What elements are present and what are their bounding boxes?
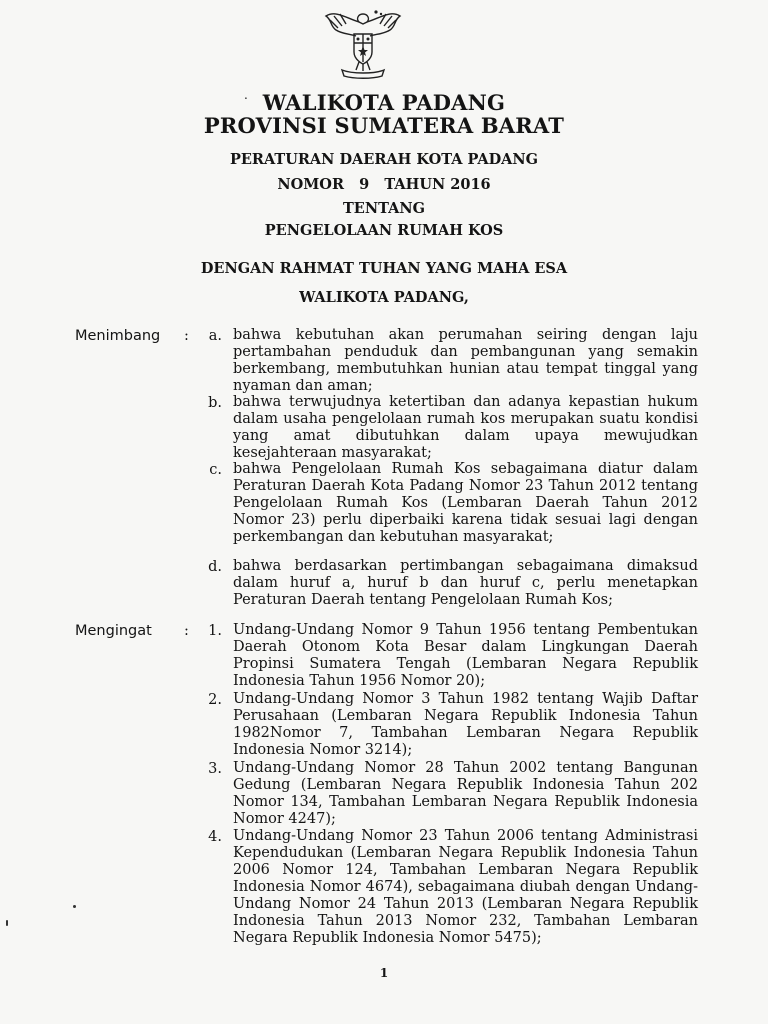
page-number: 1: [379, 966, 389, 980]
menimbang-item: bahwa Pengelolaan Rumah Kos sebagaimana diatur dalam Peraturan Daerah Kota Padang Nomor 23 Tahun 2012 tentang Pengelolaan Rumah Kos (Lembaran Daerah Tahun 2012 Nomor 23) perlu diperbaiki karena tidak sesuai lagi dengan perkembangan dan kebutuhan masyarakat;: [233, 461, 698, 545]
regulation-subject: PENGELOLAAN RUMAH KOS: [264, 222, 504, 239]
menimbang-item: bahwa terwujudnya ketertiban dan adanya kepastian hukum dalam usaha pengelolaan rumah kos merupakan suatu kondisi yang amat dibutuhkan dalam upaya mewujudkan kesejahteraan masyarakat;: [233, 394, 698, 461]
preamble: DENGAN RAHMAT TUHAN YANG MAHA ESA: [200, 260, 568, 277]
issuer-line: WALIKOTA PADANG,: [299, 289, 469, 306]
mengingat-label: Mengingat: [75, 623, 152, 639]
menimbang-item: bahwa kebutuhan akan perumahan seiring dengan laju pertambahan penduduk dan pembangunan yang semakin berkembang, membutuhkan hunian atau tempat tinggal yang nyaman dan aman;: [233, 327, 698, 394]
mengingat-marker: 3.: [208, 761, 222, 777]
menimbang-item: bahwa berdasarkan pertimbangan sebagaimana dimaksud dalam huruf a, huruf b dan huruf c, perlu menetapkan Peraturan Daerah tentang Pengelolaan Rumah Kos;: [233, 558, 698, 608]
issuer-title: WALIKOTA PADANG: [262, 90, 506, 115]
menimbang-marker: d.: [208, 559, 222, 575]
mengingat-colon: :: [184, 623, 189, 639]
garuda-emblem-icon: [318, 4, 408, 80]
mengingat-marker: 4.: [208, 829, 222, 845]
speck: .: [244, 88, 248, 102]
mengingat-item: Undang-Undang Nomor 23 Tahun 2006 tentang Administrasi Kependudukan (Lembaran Negara Republik Indonesia Tahun 2006 Nomor 124, Tambahan Lembaran Negara Republik Indonesia Nomor 4674), sebagaimana diubah dengan Undang-Undang Nomor 24 Tahun 2013 (Lembaran Negara Republik Indonesia Tahun 2013 Nomor 232, Tambahan Lembaran Negara Republik Indonesia Nomor 5475);: [233, 828, 698, 946]
scan-speck: [73, 905, 76, 908]
regulation-about: TENTANG: [343, 200, 425, 217]
mengingat-marker: 2.: [208, 692, 222, 708]
province-title: PROVINSI SUMATERA BARAT: [203, 113, 565, 138]
mengingat-item: Undang-Undang Nomor 28 Tahun 2002 tentang Bangunan Gedung (Lembaran Negara Republik Indonesia Tahun 202 Nomor 134, Tambahan Lembaran Negara Republik Indonesia Nomor 4247);: [233, 760, 698, 827]
regulation-number: NOMOR 9 TAHUN 2016: [277, 176, 491, 193]
mengingat-item: Undang-Undang Nomor 9 Tahun 1956 tentang Pembentukan Daerah Otonom Kota Besar dalam Lingkungan Daerah Propinsi Sumatera Tengah (Lembaran Negara Republik Indonesia Tahun 1956 Nomor 20);: [233, 622, 698, 689]
mengingat-marker: 1.: [208, 623, 222, 639]
regulation-title: PERATURAN DAERAH KOTA PADANG: [229, 151, 539, 168]
menimbang-marker: c.: [209, 462, 222, 478]
menimbang-colon: :: [184, 328, 189, 344]
mengingat-item: Undang-Undang Nomor 3 Tahun 1982 tentang Wajib Daftar Perusahaan (Lembaran Negara Republik Indonesia Tahun 1982Nomor 7, Tambahan Lembaran Negara Republik Indonesia Nomor 3214);: [233, 691, 698, 758]
menimbang-marker: a.: [208, 328, 222, 344]
menimbang-label: Menimbang: [75, 328, 161, 344]
menimbang-marker: b.: [208, 395, 222, 411]
scan-speck: [6, 920, 8, 926]
